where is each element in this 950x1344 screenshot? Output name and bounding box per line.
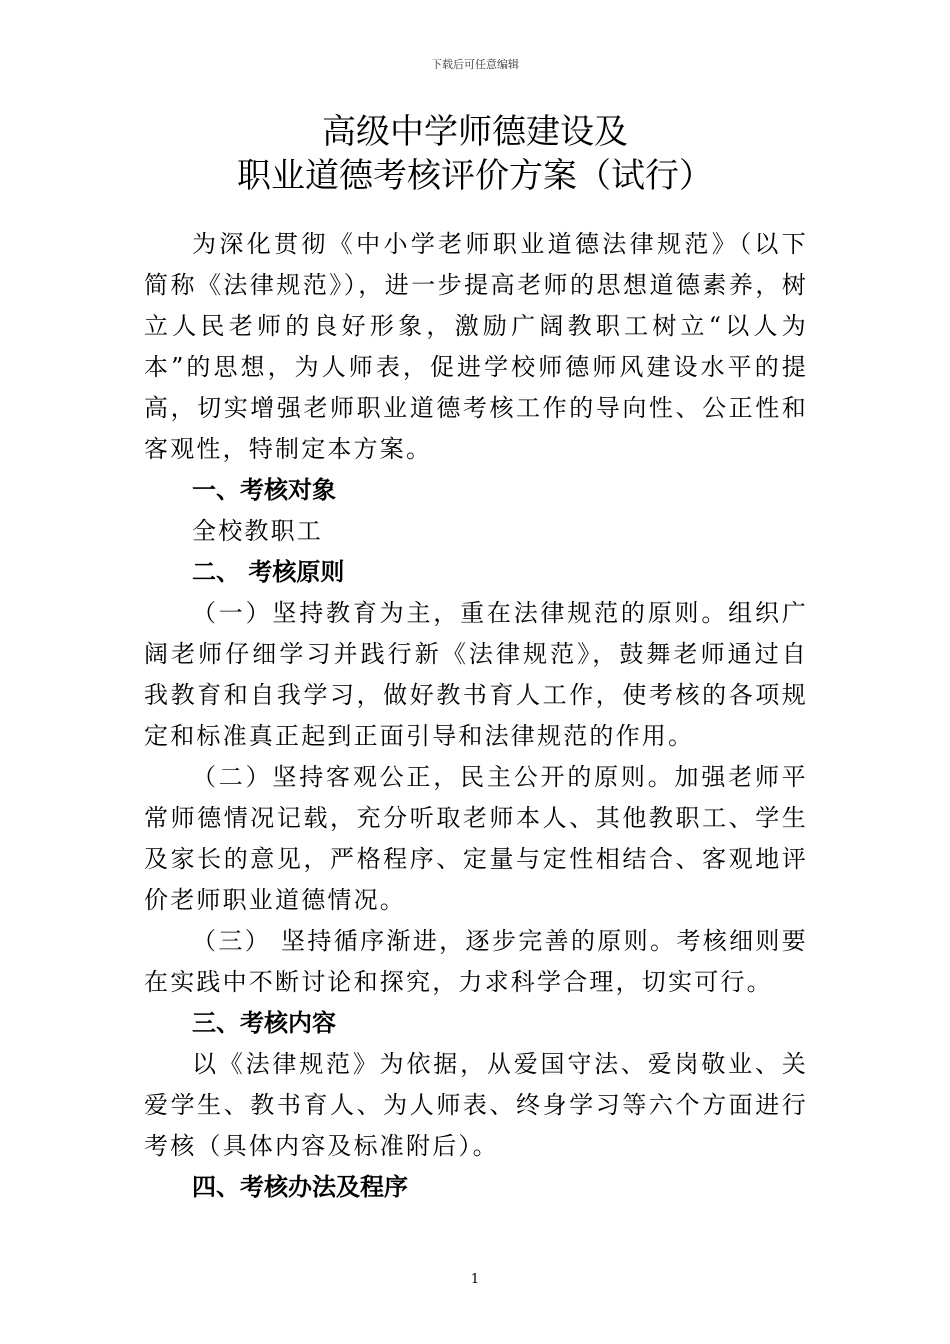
section-heading-2: 二、 考核原则 [192,558,345,586]
section-heading-3: 三、考核内容 [192,1009,336,1037]
principle-paragraph-1: （一）坚持教育为主，重在法律规范的原则。组织广阔老师仔细学习并践行新《法律规范》，鼓舞老师通过自我教育和自我学习，做好教书育人工作，使考核的各项规定和标准真正起到正面引导和法律规范的作用。 [144,599,808,750]
title-line-1: 高级中学师德建设及 [322,112,628,152]
section-heading-4: 四、考核办法及程序 [192,1173,408,1201]
document-title [0,110,950,198]
principle-paragraph-3: （三） 坚持循序渐进，逐步完善的原则。考核细则要在实践中不断讨论和探究，力求科学合理，切实可行。 [144,927,808,996]
section-1-body: 全校教职工 [192,517,323,545]
principle-paragraph-2: （二）坚持客观公正，民主公开的原则。加强老师平常师德情况记载，充分听取老师本人、其他教职工、学生及家长的意见，严格程序、定量与定性相结合、客观地评价老师职业道德情况。 [144,763,808,914]
intro-paragraph: 为深化贯彻《中小学老师职业道德法律规范》（以下简称《法律规范》），进一步提高老师的思想道德素养，树立人民老师的良好形象，激励广阔教职工树立“以人为本”的思想，为人师表，促进学校师德师风建设水平的提高，切实增强老师职业道德考核工作的导向性、公正性和客观性，特制定本方案。 [144,230,808,463]
section-heading-1: 一、考核对象 [192,476,336,504]
page-number: 1 [470,1272,480,1287]
header-note: 下载后可任意编辑 [431,58,519,71]
document-body [144,224,808,1208]
title-line-2: 职业道德考核评价方案（试行） [237,156,713,196]
section-3-body: 以《法律规范》为依据，从爱国守法、爱岗敬业、关爱学生、教书育人、为人师表、终身学习等六个方面进行考核（具体内容及标准附后）。 [144,1050,808,1160]
